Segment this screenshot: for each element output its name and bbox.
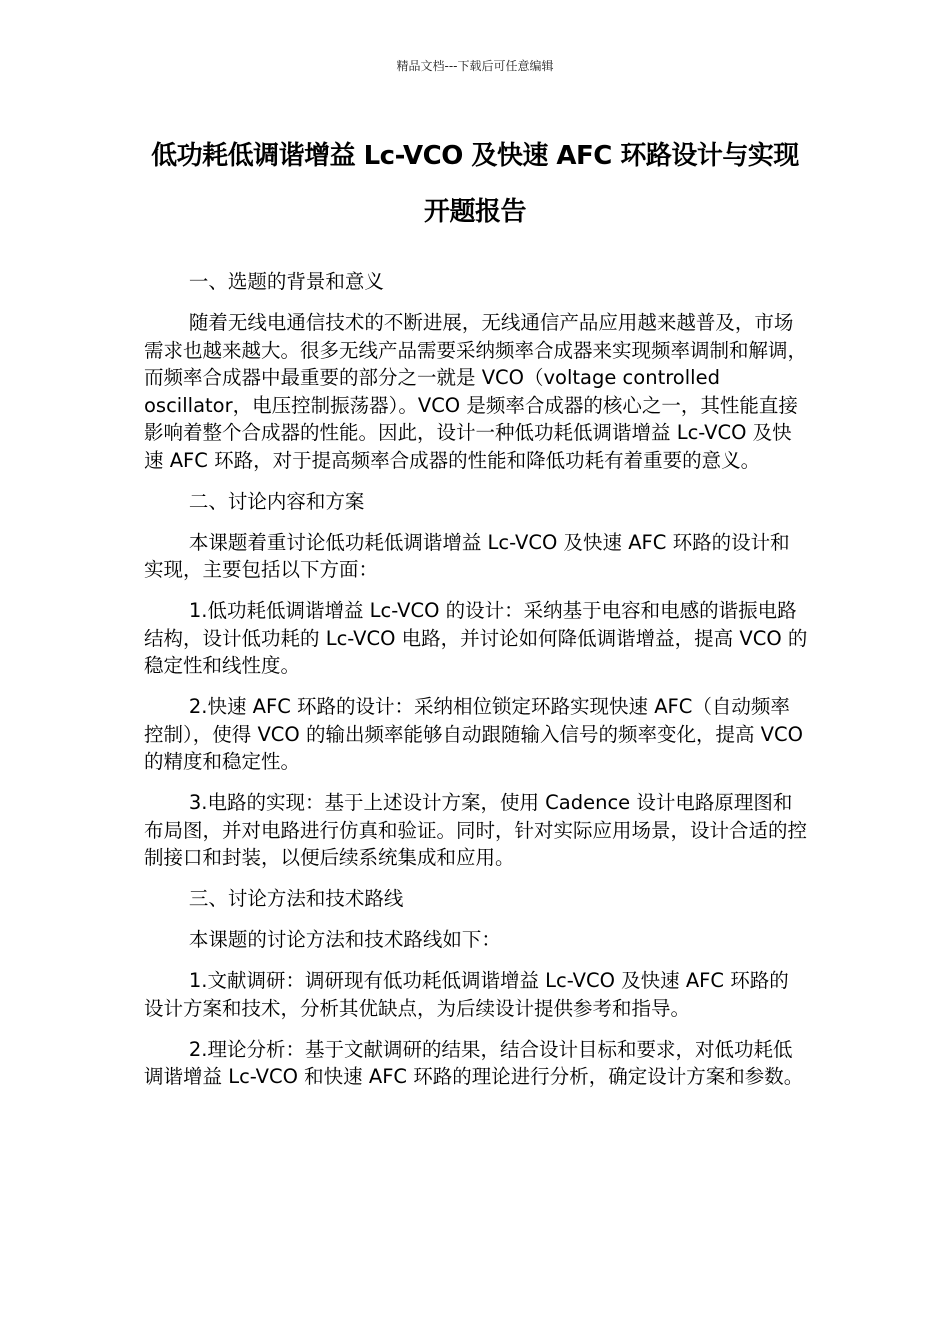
page-header: 精品文档---下载后可任意编辑 — [396, 59, 554, 73]
body-paragraph: 本课题着重讨论低功耗低调谐增益 Lc-VCO 及快速 AFC 环路的设计和实现，主要包括以下方面： — [144, 530, 790, 581]
section-heading-method: 三、讨论方法和技术路线 — [188, 887, 404, 910]
list-item: 1.文献调研：调研现有低功耗低调谐增益 Lc-VCO 及快速 AFC 环路的设计方案和技术，分析其优缺点，为后续设计提供参考和指导。 — [144, 969, 789, 1020]
document-title: 低功耗低调谐增益 Lc-VCO 及快速 AFC 环路设计与实现开题报告 — [151, 141, 799, 227]
body-paragraph: 随着无线电通信技术的不断进展，无线通信产品应用越来越普及，市场需求也越来越大。很多无线产品需要采纳频率合成器来实现频率调制和解调，而频率合成器中最重要的部分之一就是 VCO（voltage controlled oscillator，电压控制振荡器）。VCO 是频率合成器的核心之一，其性能直接影响着整个合成器的性能。因此，设计一种低功耗低调谐增益 Lc-VCO 及快速 AFC 环路，对于提高频率合成器的性能和降低功耗有着重要的意义。 — [144, 311, 808, 472]
list-item: 2.快速 AFC 环路的设计：采纳相位锁定环路实现快速 AFC（自动频率控制），使得 VCO 的输出频率能够自动跟随输入信号的频率变化，提高 VCO 的精度和稳定性。 — [144, 695, 803, 773]
section-heading-background: 一、选题的背景和意义 — [188, 270, 384, 293]
list-item: 1.低功耗低调谐增益 Lc-VCO 的设计：采纳基于电容和电感的谐振电路结构，设计低功耗的 Lc-VCO 电路，并讨论如何降低调谐增益，提高 VCO 的稳定性和线性度。 — [144, 599, 808, 677]
list-item: 3.电路的实现：基于上述设计方案，使用 Cadence 设计电路原理图和布局图，并对电路进行仿真和验证。同时，针对实际应用场景，设计合适的控制接口和封装，以便后续系统集成和应用。 — [144, 791, 808, 869]
body-paragraph: 本课题的讨论方法和技术路线如下： — [188, 928, 501, 951]
list-item: 2.理论分析：基于文献调研的结果，结合设计目标和要求，对低功耗低调谐增益 Lc-VCO 和快速 AFC 环路的理论进行分析，确定设计方案和参数。 — [144, 1037, 804, 1088]
document-body — [144, 268, 808, 1104]
section-heading-content: 二、讨论内容和方案 — [188, 489, 365, 513]
